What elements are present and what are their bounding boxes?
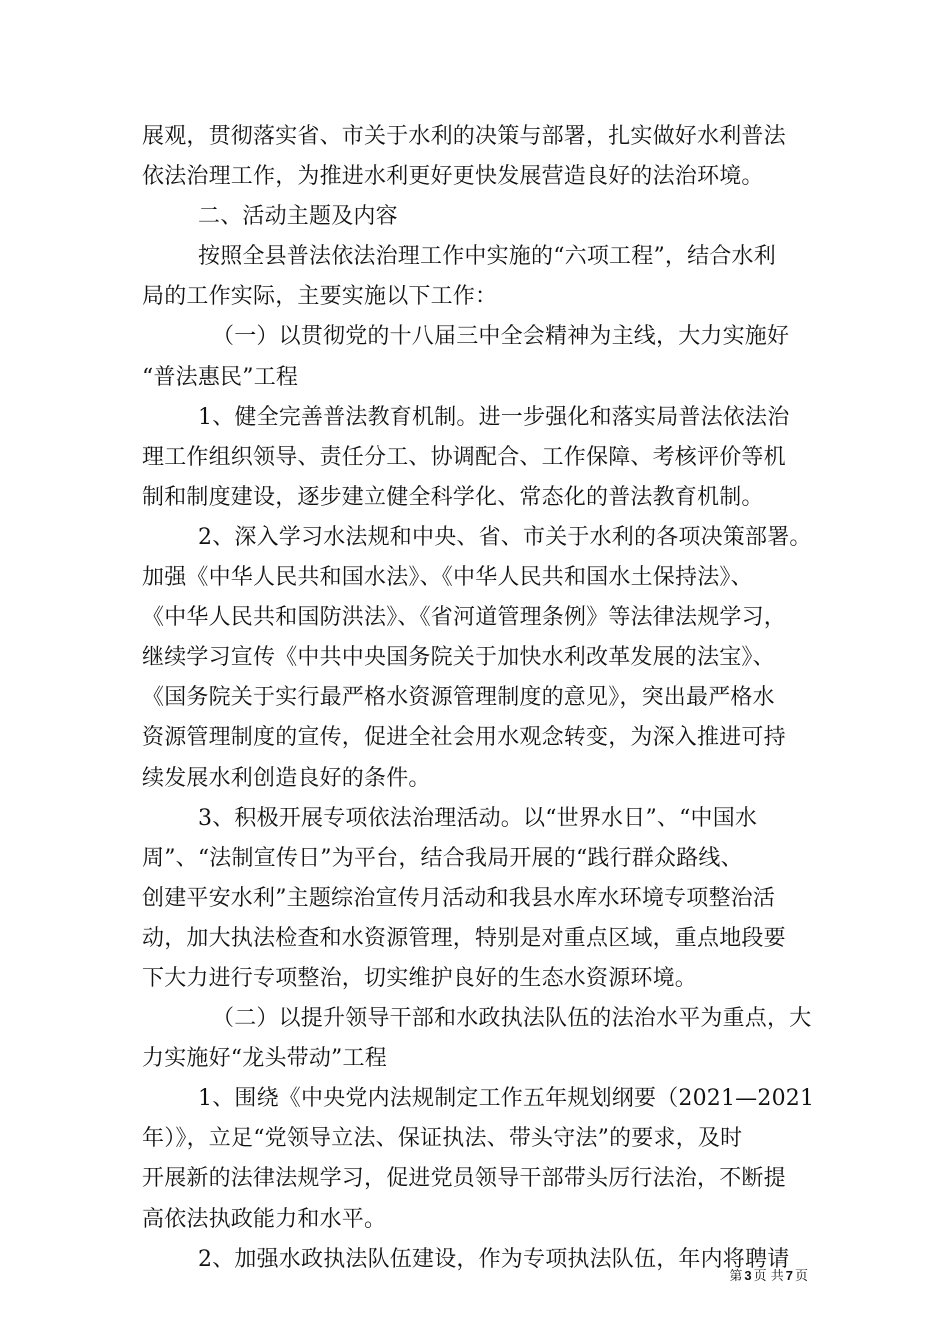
text-line: 制和制度建设，逐步建立健全科学化、常态化的普法教育机制。 [142,484,764,510]
text-line: 资源管理制度的宣传，促进全社会用水观念转变，为深入推进可持 [142,725,786,751]
footer-prefix: 第 [729,1269,743,1284]
text-line: 高依法执政能力和水平。 [142,1206,387,1232]
text-line: 开展新的法律法规学习，促进党员领导干部带头厉行法治，不断提 [142,1166,786,1192]
footer-suffix: 页 [794,1269,808,1284]
footer-middle: 页 共 [753,1269,784,1284]
text-line: 下大力进行专项整治，切实维护良好的生态水资源环境。 [142,965,698,991]
text-line: 2、深入学习水法规和中央、省、市关于水利的各项决策部署。 [198,524,812,550]
total-pages-number: 7 [785,1268,793,1283]
body-text [142,117,822,1280]
text-line: 加强《中华人民共和国水法》、《中华人民共和国水土保持法》、 [142,565,753,591]
current-page-number: 3 [744,1268,752,1283]
text-line: 2、加强水政执法队伍建设，作为专项执法队伍，年内将聘请 [198,1246,790,1272]
text-line: 3、积极开展专项依法治理活动。以“世界水日”、“中国水 [198,805,758,831]
text-line: 力实施好“龙头带动”工程 [142,1046,387,1072]
text-line: 继续学习宣传《中共中央国务院关于加快水利改革发展的法宝》、 [142,645,775,671]
text-line: 《中华人民共和国防洪法》、《省河道管理条例》等法律法规学习， [142,605,787,631]
text-line: 创建平安水利”主题综治宣传月活动和我县水库水环境专项整治活 [142,885,776,911]
text-line: 局的工作实际，主要实施以下工作： [142,284,498,310]
text-line: 《国务院关于实行最严格水资源管理制度的意见》，突出最严格水 [142,685,775,711]
text-line: 1、围绕《中央党内法规制定工作五年规划纲要（2021—2021 [198,1086,815,1112]
text-line: 年）》，立足“党领导立法、保证执法、带头守法”的要求，及时 [142,1126,743,1152]
text-line: 展观，贯彻落实省、市关于水利的决策与部署，扎实做好水利普法 [142,124,786,149]
text-line: 按照全县普法依法治理工作中实施的“六项工程”，结合水利 [198,244,776,270]
text-line: 理工作组织领导、责任分工、协调配合、工作保障、考核评价等机 [142,444,786,470]
text-line: 依法治理工作，为推进水利更好更快发展营造良好的法治环境。 [142,164,764,190]
text-line: 二、活动主题及内容 [198,204,398,230]
text-line: 周”、“法制宣传日”为平台，结合我局开展的“践行群众路线、 [142,845,743,871]
text-line: 动，加大执法检查和水资源管理，特别是对重点区域，重点地段要 [142,925,786,951]
page-footer [729,1268,808,1285]
text-line: “普法惠民”工程 [142,364,299,390]
text-line: 续发展水利创造良好的条件。 [142,765,431,791]
text-line: （一）以贯彻党的十八届三中全会精神为主线，大力实施好 [212,324,790,350]
text-line: （二）以提升领导干部和水政执法队伍的法治水平为重点，大 [212,1006,812,1032]
text-line: 1、健全完善普法教育机制。进一步强化和落实局普法依法治 [198,404,790,430]
